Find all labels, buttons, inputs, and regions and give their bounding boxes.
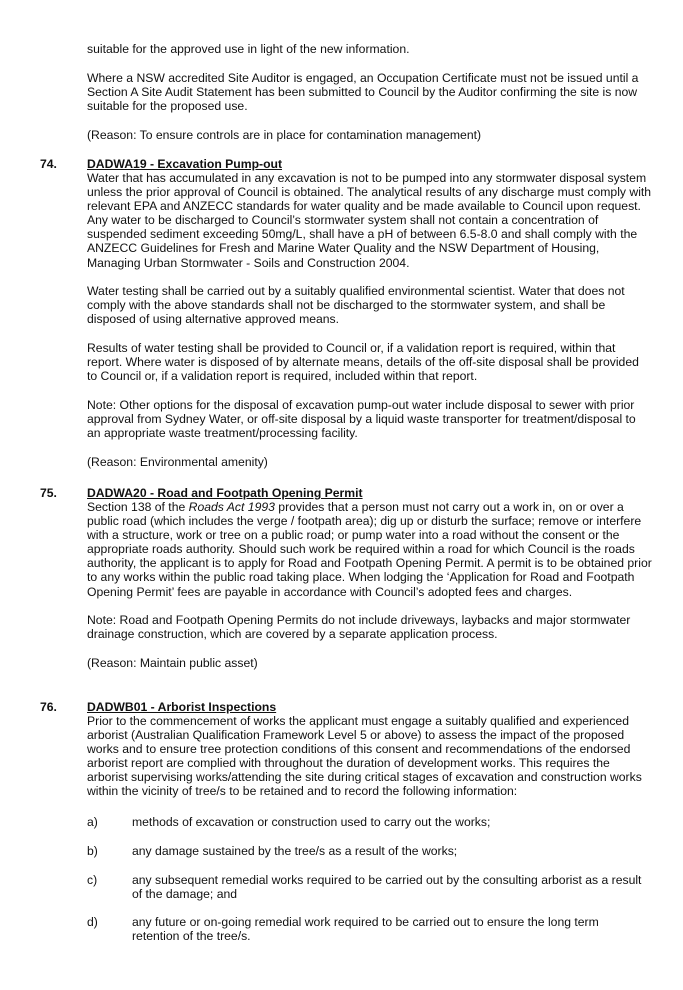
list-item-c-letter: c)	[87, 873, 98, 887]
intro-reason: (Reason: To ensure controls are in place for contamination management)	[87, 128, 482, 142]
condition-74-paragraph-2: Water testing shall be carried out by a suitably qualified environmental scientist. Water that does not comply with the above standards shall not be discharged to the stormwater system, and shall be disposed of using alternative approved means.	[87, 284, 625, 327]
list-item-d-text: any future or on-going remedial work required to be carried out to ensure the long term retention of the tree/s.	[132, 915, 599, 944]
condition-75-body	[87, 500, 652, 684]
intro-paragraph-2: Where a NSW accredited Site Auditor is engaged, an Occupation Certificate must not be issued until a Section A Site Audit Statement has been submitted to Council by the Auditor confirming the site is now suitable for the proposed use.	[87, 71, 639, 114]
list-item-b-text: any damage sustained by the tree/s as a result of the works;	[132, 844, 458, 858]
list-item-b-letter: b)	[87, 844, 98, 858]
condition-74-number: 74.	[40, 157, 57, 171]
condition-75-text-a: Section 138 of the	[87, 500, 189, 514]
condition-74-title: DADWA19 - Excavation Pump-out	[87, 157, 283, 171]
condition-75-number: 75.	[40, 486, 57, 500]
condition-75-note: Note: Road and Footpath Opening Permits do not include driveways, laybacks and major stormwater drainage construction, which are covered by a separate application process.	[87, 613, 631, 642]
condition-75-title: DADWA20 - Road and Footpath Opening Permit	[87, 486, 363, 500]
list-item-a-letter: a)	[87, 815, 98, 829]
condition-76-body	[87, 714, 652, 813]
list-item-d-letter: d)	[87, 915, 98, 929]
condition-74-note: Note: Other options for the disposal of excavation pump-out water include disposal to sewer with prior approval from Sydney Water, or off-site disposal by a liquid waste transporter for treatment/disposal to an appropriate waste treatment/processing facility.	[87, 397, 636, 440]
condition-74-paragraph-3: Results of water testing shall be provided to Council or, if a validation report is required, within that report. Where water is disposed of by alternate means, details of the off-site disposal shall be provided to Council or, if a validation report is required, included within that report.	[87, 340, 639, 384]
condition-76-number: 76.	[40, 700, 57, 714]
condition-74-reason: (Reason: Environmental amenity)	[87, 454, 268, 469]
list-item-c-text: any subsequent remedial works required to be carried out by the consulting arborist as a result of the damage; and	[132, 873, 642, 902]
condition-75-paragraph-1	[87, 500, 652, 599]
condition-74-paragraph-1: Water that has accumulated in any excavation is not to be pumped into any stormwater disposal system unless the prior approval of Council is obtained. The analytical results of any discharge must comply with relevant EPA and ANZECC standards for water quality and be made available to Council upon request. Any water to be discharged to Council’s stormwater system shall not contain a concentration of suspended sediment exceeding 50mg/L, shall have a pH of between 6.5-8.0 and shall comply with the ANZECC Guidelines for Fresh and Marine Water Quality and the NSW Department of Housing, Managing Urban Stormwater - Soils and Construction 2004.	[87, 171, 652, 270]
list-item-a-text: methods of excavation or construction used to carry out the works;	[132, 815, 491, 829]
condition-76-title: DADWB01 - Arborist Inspections	[87, 700, 277, 714]
condition-75-text-b: provides that a person must not carry out a work in, on or over a public road (which includes the verge / footpath area); dig up or disturb the surface; remove or interfere with a structure, work or tree on a public road; or pump water into a road without the consent or the appropriate roads authority. Should such work be required within a road for which Council is the roads authority, the applicant is to apply for Road and Footpath Opening Permit. A permit is to be obtained prior to any works within the public road taking place. When lodging the ‘Application for Road and Footpath Opening Permit’ fees are payable in accordance with Council’s adopted fees and charges.	[87, 500, 652, 599]
intro-paragraph-1: suitable for the approved use in light of the new information.	[87, 42, 410, 56]
condition-75-reason: (Reason: Maintain public asset)	[87, 655, 258, 670]
roads-act-title: Roads Act 1993	[188, 500, 275, 514]
condition-76-paragraph-1: Prior to the commencement of works the applicant must engage a suitably qualified and experienced arborist (Australian Qualification Framework Level 5 or above) to assess the impact of the proposed works and to ensure tree protection conditions of this consent and recommendations of the endorsed arborist report are complied with throughout the duration of development works. This requires the arborist supervising works/attending the site during critical stages of excavation and construction works within the vicinity of tree/s to be retained and to record the following information:	[87, 714, 642, 799]
condition-74-body	[87, 171, 652, 483]
